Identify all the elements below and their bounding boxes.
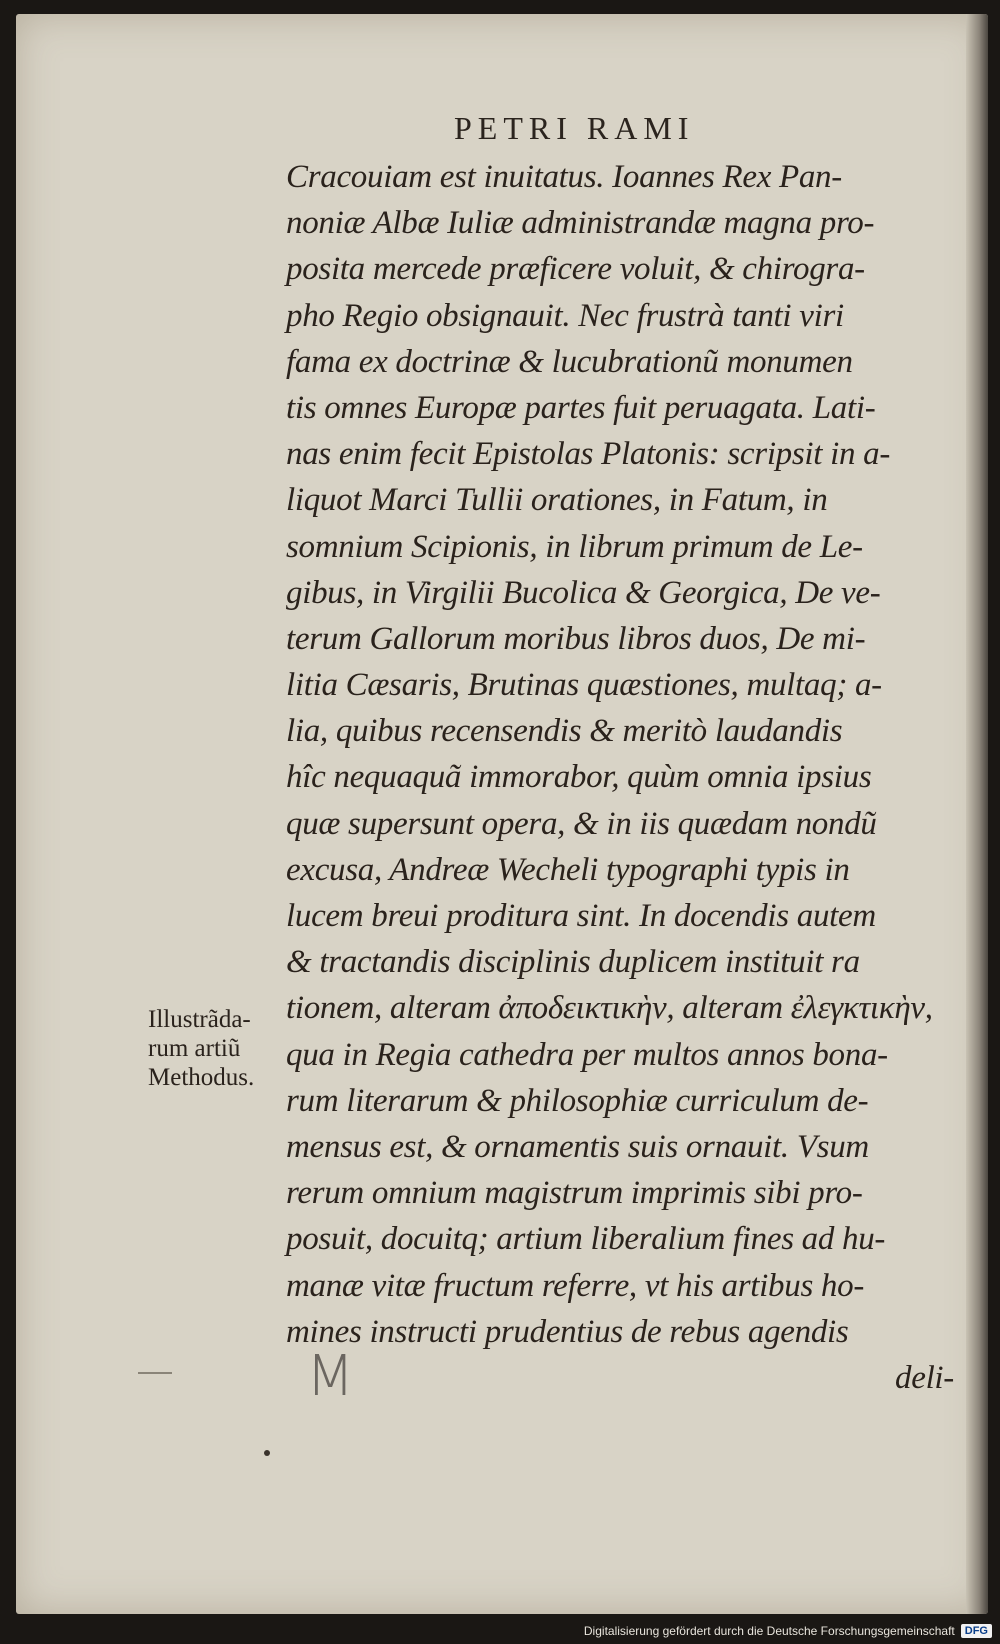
margin-dash-mark (138, 1372, 172, 1374)
text-line: & tractandis disciplinis duplicem instituit ra (286, 944, 860, 981)
text-line: pho Regio obsignauit. Nec frustrà tanti viri (286, 297, 844, 334)
text-line: noniæ Albæ Iuliæ administrandæ magna pro- (286, 205, 875, 242)
text-line: posita mercede præficere voluit, & chirogra- (286, 251, 865, 288)
text-line: qua in Regia cathedra per multos annos bona- (286, 1036, 888, 1073)
text-line: terum Gallorum moribus libros duos, De mi- (286, 620, 866, 657)
dfg-logo: DFG (961, 1624, 992, 1638)
text-line: manæ vitæ fructum referre, vt his artibus ho- (286, 1267, 865, 1304)
text-line: lia, quibus recensendis & meritò laudandis (286, 713, 843, 750)
digitization-footer (0, 1618, 1000, 1644)
text-line: Cracouiam est inuitatus. Ioannes Rex Pan- (286, 159, 842, 195)
text-line: tis omnes Europæ partes fuit peruagata. Lati- (286, 389, 876, 426)
marginal-note-line: rum artiũ (148, 1035, 241, 1062)
text-line: rerum omnium magistrum imprimis sibi pro- (286, 1175, 863, 1212)
text-line: mensus est, & ornamentis suis ornauit. Vsum (286, 1128, 869, 1165)
text-line: liquot Marci Tullii orationes, in Fatum, in (286, 482, 828, 519)
text-line: mines instructi prudentius de rebus agendis (286, 1313, 849, 1350)
text-line: fama ex doctrinæ & lucubrationũ monumen (286, 343, 853, 380)
text-line: litia Cæsaris, Brutinas quæstiones, multaq; a- (286, 667, 882, 704)
pencil-signature-mark: M (306, 1344, 355, 1409)
text-line: hîc nequaquã immorabor, quùm omnia ipsius (286, 759, 872, 796)
text-line: quæ supersunt opera, & in iis quædam nondũ (286, 805, 877, 842)
ink-spot (264, 1450, 270, 1456)
running-head: PETRI RAMI (454, 110, 695, 146)
text-line: tionem, alteram ἀποδεικτικὴν, alteram ἐλεγκτικὴν, (286, 990, 933, 1027)
catchword: deli- (895, 1359, 954, 1396)
text-line: gibus, in Virgilii Bucolica & Georgica, De ve- (286, 574, 881, 611)
footer-credit: Digitalisierung gefördert durch die Deutsche Forschungsgemeinschaft (583, 1624, 955, 1638)
text-line: rum literarum & philosophiæ curriculum de- (286, 1082, 869, 1119)
text-line: lucem breui proditura sint. In docendis autem (286, 898, 876, 934)
book-page (16, 14, 988, 1614)
text-line: posuit, docuitq; artium liberalium fines ad hu- (286, 1221, 886, 1258)
text-line: nas enim fecit Epistolas Platonis: scripsit in a- (286, 436, 891, 473)
marginal-note (148, 1005, 254, 1092)
marginal-note-line: Methodus. (148, 1064, 255, 1091)
body-text (286, 154, 954, 1401)
marginal-note-line: Illustrãda- (148, 1006, 251, 1033)
page-gutter-shadow (966, 14, 988, 1614)
text-line: excusa, Andreæ Wecheli typographi typis in (286, 851, 850, 888)
text-line: somnium Scipionis, in librum primum de Le- (286, 528, 863, 565)
